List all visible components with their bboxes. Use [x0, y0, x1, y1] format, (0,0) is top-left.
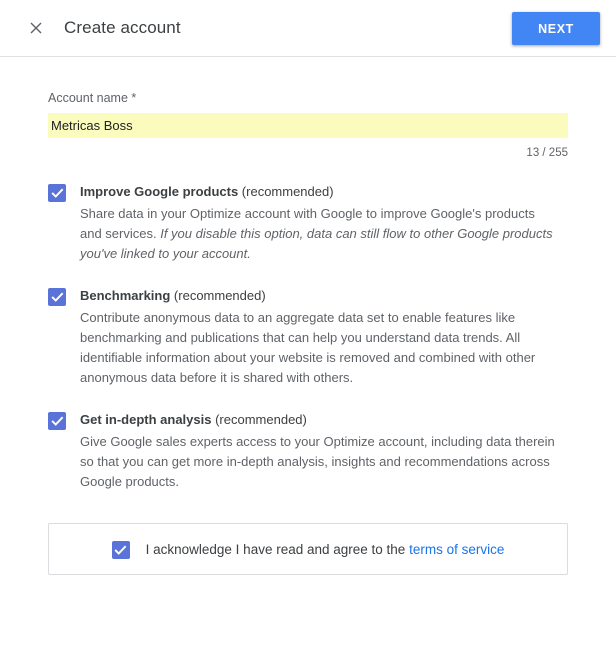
- option-row: [48, 410, 568, 492]
- option-description: [80, 432, 558, 492]
- page-title: Create account: [64, 18, 181, 37]
- next-button[interactable]: NEXT: [512, 12, 600, 45]
- option-description-plain: Contribute anonymous data to an aggregate data set to enable features like benchmarking and publications that can help you understand data trends. All identifiable information about your website is removed and combined with other anonymous data before it is shared with others.: [80, 310, 536, 385]
- acknowledge-label-text: I acknowledge I have read and agree to the: [145, 541, 406, 557]
- terms-acknowledge-row: [112, 539, 505, 559]
- character-counter: 13 / 255: [526, 147, 568, 159]
- option-title: [80, 182, 558, 201]
- option-title-suffix: (recommended): [170, 288, 266, 303]
- required-marker: *: [131, 91, 137, 105]
- consent-options: [48, 182, 568, 492]
- option-row: [48, 286, 568, 388]
- option-text: [80, 286, 558, 388]
- checkbox-improve-google-products[interactable]: [48, 184, 66, 202]
- option-title-strong: Improve Google products: [80, 184, 239, 199]
- dialog-header: [0, 0, 616, 57]
- checkbox-get-in-depth-analysis[interactable]: [48, 412, 66, 430]
- dialog-body: [0, 57, 616, 575]
- terms-acknowledge-box: [48, 523, 568, 575]
- option-text: [80, 182, 558, 264]
- option-title-strong: Get in-depth analysis: [80, 412, 212, 427]
- checkbox-acknowledge-terms[interactable]: [112, 541, 130, 559]
- option-description: [80, 204, 558, 264]
- option-description-plain: Give Google sales experts access to your Optimize account, including data therein so that you can get more in-depth analysis, insights and recommendations across Google products.: [80, 434, 555, 489]
- option-description-plain: Share data in your Optimize account with Google to improve Google's products and services.: [80, 206, 535, 241]
- option-title-suffix: (recommended): [211, 412, 307, 427]
- account-name-label: [48, 91, 568, 105]
- option-title: [80, 410, 558, 429]
- option-row: [48, 182, 568, 264]
- option-description: [80, 308, 558, 388]
- option-title-strong: Benchmarking: [80, 288, 171, 303]
- account-name-label-text: Account name: [48, 91, 128, 105]
- checkbox-benchmarking[interactable]: [48, 288, 66, 306]
- option-description-italic: If you disable this option, data can still flow to other Google products you've linked to your account.: [80, 226, 553, 261]
- option-title: [80, 286, 558, 305]
- option-title-suffix: (recommended): [238, 184, 334, 199]
- option-text: [80, 410, 558, 492]
- acknowledge-label: [146, 542, 505, 557]
- terms-of-service-link[interactable]: terms of service: [409, 541, 505, 557]
- close-icon[interactable]: [24, 16, 48, 40]
- account-name-input[interactable]: [48, 113, 568, 138]
